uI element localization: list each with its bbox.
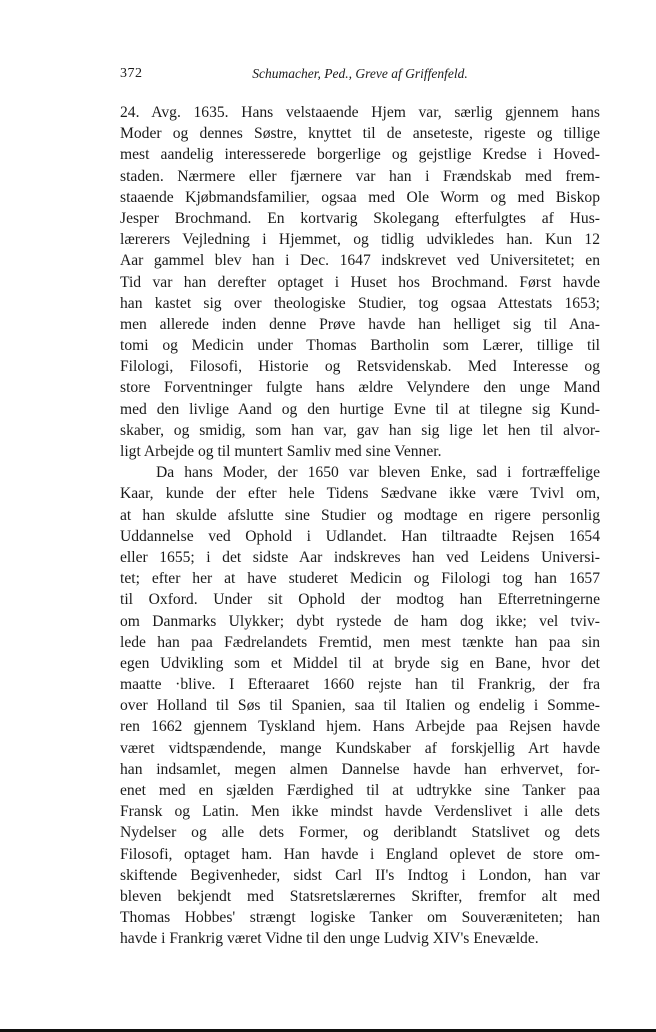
- text-line: 24. Avg. 1635. Hans velstaaende Hjem var, særlig gjennem hans: [120, 104, 600, 121]
- text-line: Moder og dennes Søstre, knyttet til de anseteste, rigeste og tillige: [120, 125, 600, 143]
- text-line: at han skulde afslutte sine Studier og modtage en rigere personlig: [120, 506, 600, 524]
- text-line: staaende Kjøbmandsfamilier, ogsaa med Ole Worm og med Biskop: [120, 188, 600, 206]
- text-line: med den livlige Aand og den hurtige Evne til at tilegne sig Kund-: [120, 400, 600, 418]
- text-line: ren 1662 gjennem Tyskland hjem. Hans Arbejde paa Rejsen havde: [120, 718, 600, 736]
- text-line: eller 1655; i det sidste Aar indskreves han ved Leidens Universi-: [120, 548, 600, 566]
- text-line: Kaar, kunde der efter hele Tidens Sædvane ikke være Tvivl om,: [120, 485, 600, 503]
- running-title: Schumacher, Ped., Greve af Griffenfeld.: [252, 66, 468, 81]
- text-line: over Holland til Søs til Spanien, saa til Italien og endelig i Somme-: [120, 697, 600, 715]
- text-line: været vidtspændende, mange Kundskaber af forskjellig Art havde: [120, 739, 600, 757]
- text-line: Nydelser og alle dets Former, og deriblandt Statslivet og dets: [120, 824, 600, 842]
- text-line: lede han paa Fædrelandets Fremtid, men mest tænkte han paa sin: [120, 633, 600, 651]
- paragraph: [120, 462, 600, 949]
- page-header: [120, 66, 600, 86]
- text-line: Tid var han derefter optaget i Huset hos Brochmand. Først havde: [120, 273, 600, 291]
- text-line: Jesper Brochmand. En kortvarig Skolegang efterfulgtes af Hus-: [120, 209, 600, 227]
- text-line: Filologi, Filosofi, Historie og Retsvidenskab. Med Interesse og: [120, 358, 600, 376]
- text-line: men allerede inden denne Prøve havde han helliget sig til Ana-: [120, 315, 600, 333]
- text-line: Da hans Moder, der 1650 var bleven Enke, sad i fortræffelige: [156, 464, 600, 482]
- text-line: Thomas Hobbes' strængt logiske Tanker om Souveræniteten; han: [120, 909, 600, 927]
- text-line: til Oxford. Under sit Ophold der modtog han Efterretningerne: [120, 591, 600, 609]
- text-line: han indsamlet, megen almen Dannelse havde han erhvervet, for-: [120, 760, 600, 778]
- text-line: skaber, og smidig, som han var, gav han sig lige let hen til alvor-: [120, 421, 600, 439]
- text-line: havde i Frankrig været Vidne til den unge Ludvig XIV's Enevælde.: [120, 930, 539, 948]
- text-line: bleven bekjendt med Statsretslærernes Skrifter, fremfor alt med: [120, 887, 600, 905]
- text-body: [120, 102, 600, 950]
- text-line: mest aandelig interesserede borgerlige og gejstlige Kredse i Hoved-: [120, 146, 600, 164]
- text-line: Uddannelse ved Ophold i Udlandet. Han tiltraadte Rejsen 1654: [120, 527, 600, 545]
- text-line: Fransk og Latin. Men ikke mindst havde Verdenslivet i alle dets: [120, 803, 600, 821]
- text-line: Filosofi, optaget ham. Han havde i England oplevet de store om-: [120, 845, 600, 863]
- text-line: tet; efter her at have studeret Medicin og Filologi tog han 1657: [120, 570, 600, 588]
- text-line: egen Udvikling som et Middel til at bryde sig en Bane, hvor det: [120, 654, 600, 672]
- text-line: om Danmarks Ulykker; dybt rystede de ham dog ikke; vel tviv-: [120, 612, 600, 630]
- text-line: maatte ·blive. I Efteraaret 1660 rejste han til Frankrig, der fra: [120, 676, 600, 694]
- text-line: lærerers Vejledning i Hjemmet, og tidlig udvikledes han. Kun 12: [120, 231, 600, 249]
- text-line: staden. Nærmere eller fjærnere var han i Frændskab med frem-: [120, 167, 600, 185]
- text-line: ligt Arbejde og til muntert Samliv med sine Venner.: [120, 443, 442, 460]
- text-line: store Forventninger fulgte hans ældre Velyndere den unge Mand: [120, 379, 600, 397]
- page-number: 372: [120, 66, 143, 81]
- paragraph: [120, 102, 600, 462]
- text-line: Aar gammel blev han i Dec. 1647 indskrevet ved Universitetet; en: [120, 252, 600, 270]
- text-line: enet med en sjælden Færdighed til at udtrykke sine Tanker paa: [120, 782, 600, 799]
- text-line: han kastet sig over theologiske Studier, tog ogsaa Attestats 1653;: [120, 294, 600, 312]
- text-line: skiftende Begivenheder, sidst Carl II's Indtog i London, han var: [120, 866, 600, 884]
- text-line: tomi og Medicin under Thomas Bartholin som Lærer, tillige til: [120, 337, 600, 355]
